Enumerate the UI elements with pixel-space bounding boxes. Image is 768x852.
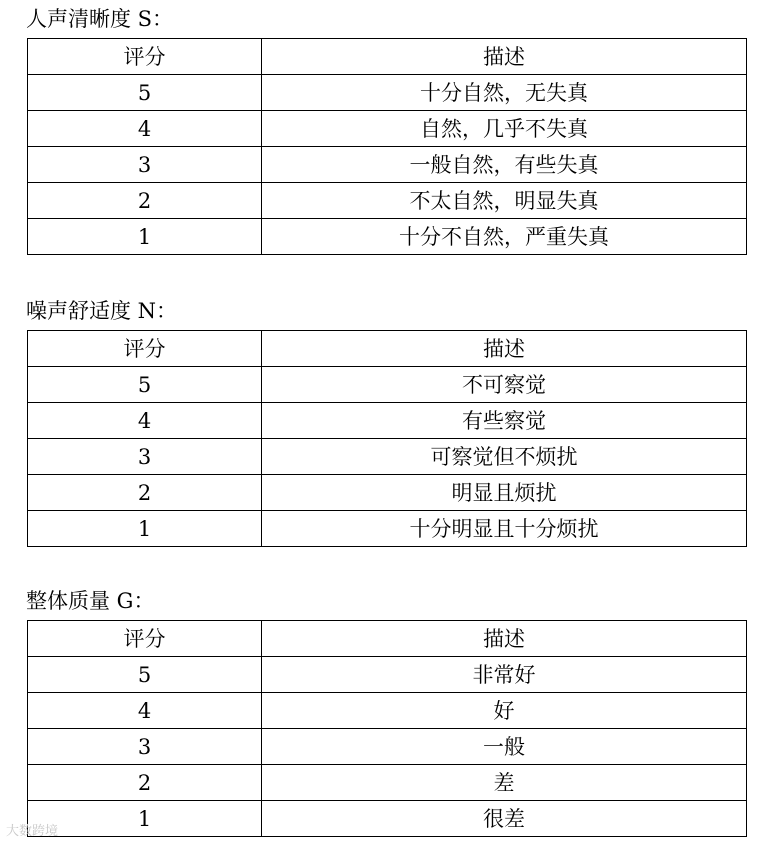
table-row (28, 801, 747, 837)
table-row (28, 729, 747, 765)
section-title-speech-clarity: 人声清晰度 S： (26, 7, 174, 31)
score-column-header: 评分 (28, 331, 262, 367)
description-cell: 自然，几乎不失真 (262, 111, 747, 147)
table-row (28, 147, 747, 183)
table-row (28, 75, 747, 111)
table-row (28, 439, 747, 475)
table-row (28, 765, 747, 801)
score-cell: 2 (28, 183, 262, 219)
table-row (28, 657, 747, 693)
description-cell: 一般自然，有些失真 (262, 147, 747, 183)
description-cell: 一般 (262, 729, 747, 765)
overall-quality-table (27, 620, 747, 837)
table-row (28, 511, 747, 547)
score-cell: 3 (28, 147, 262, 183)
score-cell: 4 (28, 111, 262, 147)
score-cell: 2 (28, 765, 262, 801)
table-row (28, 219, 747, 255)
description-cell: 十分明显且十分烦扰 (262, 511, 747, 547)
description-cell: 十分自然，无失真 (262, 75, 747, 111)
description-cell: 明显且烦扰 (262, 475, 747, 511)
score-cell: 5 (28, 367, 262, 403)
score-cell: 1 (28, 801, 262, 837)
table-header-row (28, 39, 747, 75)
section-title-noise-comfort: 噪声舒适度 N： (26, 299, 178, 323)
table-row (28, 693, 747, 729)
table-row (28, 475, 747, 511)
table-row (28, 183, 747, 219)
description-cell: 十分不自然，严重失真 (262, 219, 747, 255)
score-cell: 3 (28, 729, 262, 765)
score-cell: 1 (28, 219, 262, 255)
noise-comfort-table (27, 330, 747, 547)
score-cell: 1 (28, 511, 262, 547)
description-cell: 很差 (262, 801, 747, 837)
description-column-header: 描述 (262, 331, 747, 367)
description-column-header: 描述 (262, 39, 747, 75)
description-column-header: 描述 (262, 621, 747, 657)
description-cell: 不太自然，明显失真 (262, 183, 747, 219)
score-cell: 4 (28, 693, 262, 729)
speech-clarity-table (27, 38, 747, 255)
section-title-overall-quality: 整体质量 G： (26, 589, 155, 613)
score-cell: 5 (28, 657, 262, 693)
description-cell: 不可察觉 (262, 367, 747, 403)
score-cell: 4 (28, 403, 262, 439)
description-cell: 好 (262, 693, 747, 729)
score-column-header: 评分 (28, 621, 262, 657)
score-cell: 5 (28, 75, 262, 111)
table-row (28, 111, 747, 147)
table-row (28, 403, 747, 439)
table-header-row (28, 621, 747, 657)
table-header-row (28, 331, 747, 367)
description-cell: 有些察觉 (262, 403, 747, 439)
score-cell: 2 (28, 475, 262, 511)
description-cell: 可察觉但不烦扰 (262, 439, 747, 475)
description-cell: 差 (262, 765, 747, 801)
table-row (28, 367, 747, 403)
watermark: 大数跨境 (6, 824, 59, 839)
description-cell: 非常好 (262, 657, 747, 693)
score-column-header: 评分 (28, 39, 262, 75)
score-cell: 3 (28, 439, 262, 475)
